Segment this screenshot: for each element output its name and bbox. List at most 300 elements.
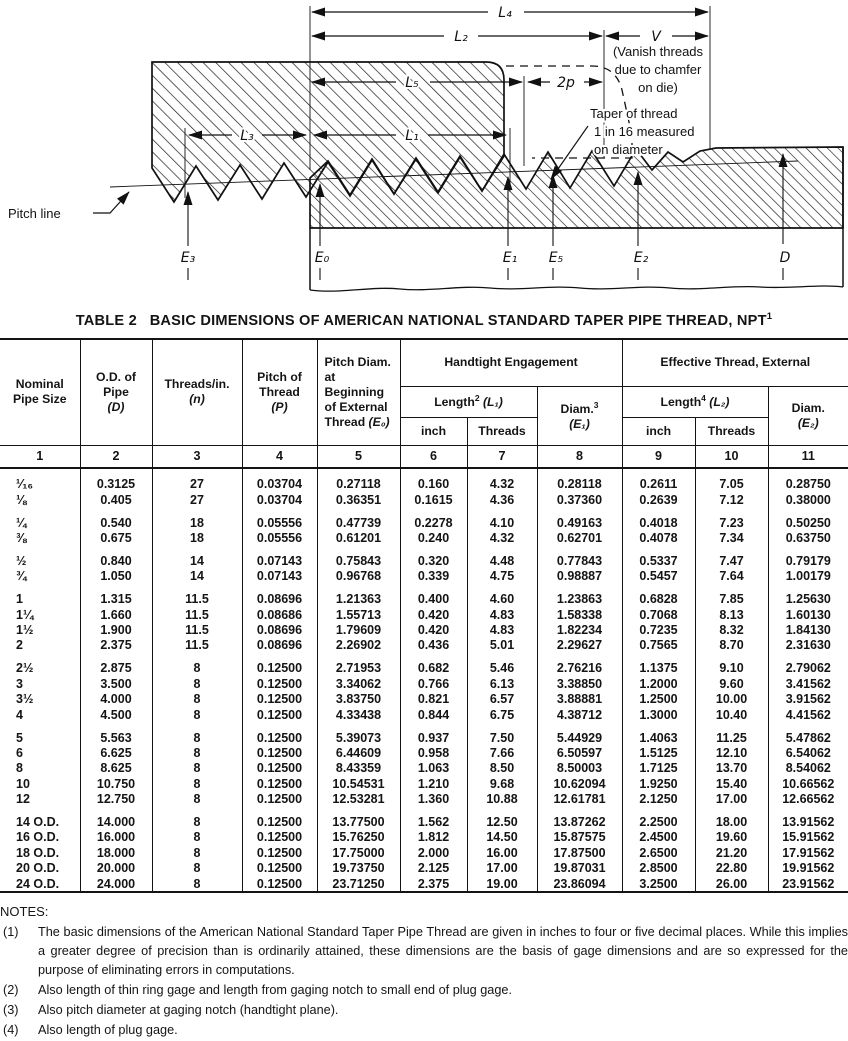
table-cell: 0.05556 xyxy=(242,508,317,531)
table-row xyxy=(0,508,848,531)
table-cell: 0.12500 xyxy=(242,845,317,860)
table-cell: 1¼ xyxy=(16,607,34,622)
table-cell: 0.420 xyxy=(400,623,467,638)
table-cell: 23.71250 xyxy=(317,876,400,892)
table-cell: 4.83 xyxy=(467,623,537,638)
column-number-row xyxy=(0,445,848,468)
table-cell: 11.5 xyxy=(152,623,242,638)
column-number: 10 xyxy=(695,445,768,468)
table-cell: 15.87575 xyxy=(537,830,622,845)
table-cell: 4.75 xyxy=(467,569,537,584)
table-cell: 1.562 xyxy=(400,807,467,830)
table-cell: 11.5 xyxy=(152,584,242,607)
table-cell: 23.91562 xyxy=(768,876,848,892)
plane-label-e5: E₅ xyxy=(548,250,564,266)
table-row xyxy=(0,723,848,746)
table-cell: 0.2639 xyxy=(622,492,695,507)
table-cell: 3.2500 xyxy=(622,876,695,892)
table-cell: 0.400 xyxy=(400,584,467,607)
table-cell: 2.000 xyxy=(400,845,467,860)
table-cell: 2.6500 xyxy=(622,845,695,860)
table-cell: 6.625 xyxy=(80,746,152,761)
table-cell: 0.160 xyxy=(400,468,467,492)
table-cell: 8 xyxy=(152,876,242,892)
table-cell: 2.26902 xyxy=(317,638,400,653)
table-cell: 10.54531 xyxy=(317,776,400,791)
table-cell: ¹⁄₁₆ xyxy=(16,477,34,492)
table-cell: 0.62701 xyxy=(537,531,622,546)
note-item xyxy=(0,1001,848,1020)
table-cell: 7.47 xyxy=(695,546,768,569)
table-cell: 8 xyxy=(152,707,242,722)
table-cell: 1.55713 xyxy=(317,607,400,622)
table-cell: 19.91562 xyxy=(768,861,848,876)
table-title xyxy=(0,311,848,329)
table-cell: 5 xyxy=(16,730,23,745)
thread-diagram xyxy=(0,0,848,302)
note-number: (4) xyxy=(3,1023,19,1038)
table-cell: 8.54062 xyxy=(768,761,848,776)
table-cell: 1.82234 xyxy=(537,623,622,638)
table-body xyxy=(0,468,848,892)
table-cell: 0.12500 xyxy=(242,676,317,691)
table-cell: 0.96768 xyxy=(317,569,400,584)
notes-section xyxy=(0,902,848,1040)
svg-text:on die): on die) xyxy=(638,80,678,95)
table-cell: 10.88 xyxy=(467,792,537,807)
table-cell: 0.2611 xyxy=(622,468,695,492)
table-cell: 6.44609 xyxy=(317,746,400,761)
table-cell: 8.625 xyxy=(80,761,152,776)
table-row xyxy=(0,692,848,707)
table-cell: 18.000 xyxy=(80,845,152,860)
table-cell: 9.60 xyxy=(695,676,768,691)
table-cell: 0.4078 xyxy=(622,531,695,546)
table-cell: 2 xyxy=(16,638,23,653)
table-cell: 4.32 xyxy=(467,468,537,492)
table-cell: 1.2500 xyxy=(622,692,695,707)
table-cell: 0.12500 xyxy=(242,876,317,892)
column-number: 5 xyxy=(317,445,400,468)
table-cell: 2.1250 xyxy=(622,792,695,807)
table-cell: 6.50597 xyxy=(537,746,622,761)
table-cell: 0.05556 xyxy=(242,531,317,546)
table-cell: 14.000 xyxy=(80,807,152,830)
table-cell: 0.958 xyxy=(400,746,467,761)
dim-label-v: V xyxy=(651,29,661,45)
pitch-line-label: Pitch line xyxy=(8,206,61,221)
plane-label-d2: E₂ xyxy=(633,250,649,266)
table-cell: 14 xyxy=(152,546,242,569)
table-cell: 2.125 xyxy=(400,861,467,876)
table-cell: 0.5457 xyxy=(622,569,695,584)
table-cell: 0.38000 xyxy=(768,492,848,507)
header-threads-per-in: Threads/in. (n) xyxy=(152,339,242,446)
table-cell: 0.49163 xyxy=(537,508,622,531)
table-cell: 1.7125 xyxy=(622,761,695,776)
table-row xyxy=(0,861,848,876)
table-cell: 21.20 xyxy=(695,845,768,860)
table-cell: 1.315 xyxy=(80,584,152,607)
svg-text:(Vanish threads: (Vanish threads xyxy=(612,44,704,59)
table-cell: 0.339 xyxy=(400,569,467,584)
table-cell: 17.00 xyxy=(467,861,537,876)
svg-text:1 in 16 measured: 1 in 16 measured xyxy=(594,124,695,139)
table-cell: 2.31630 xyxy=(768,638,848,653)
table-cell: 0.7068 xyxy=(622,607,695,622)
note-text: Also length of thin ring gage and length from gaging notch to small end of plug gage. xyxy=(38,983,512,998)
table-cell: 4.000 xyxy=(80,692,152,707)
table-row xyxy=(0,569,848,584)
table-cell: 20 O.D. xyxy=(16,861,60,876)
column-number: 7 xyxy=(467,445,537,468)
svg-text:due to chamfer: due to chamfer xyxy=(614,62,702,77)
table-cell: 0.6828 xyxy=(622,584,695,607)
header-handtight: Handtight Engagement xyxy=(400,339,622,387)
table-row xyxy=(0,623,848,638)
table-cell: 8 xyxy=(152,746,242,761)
table-cell: 8 xyxy=(152,723,242,746)
table-cell: 0.420 xyxy=(400,607,467,622)
table-row xyxy=(0,776,848,791)
table-cell: 1.58338 xyxy=(537,607,622,622)
table-cell: 12.50 xyxy=(467,807,537,830)
table-cell: 16.00 xyxy=(467,845,537,860)
table-cell: 8 xyxy=(152,845,242,860)
table-cell: 0.61201 xyxy=(317,531,400,546)
table-cell: 0.37360 xyxy=(537,492,622,507)
header-effective: Effective Thread, External xyxy=(622,339,848,387)
table-cell: 2.76216 xyxy=(537,653,622,676)
table-cell: 8 xyxy=(152,692,242,707)
table-cell: 3.34062 xyxy=(317,676,400,691)
table-cell: 4.38712 xyxy=(537,707,622,722)
table-cell: 0.7235 xyxy=(622,623,695,638)
table-cell: 0.12500 xyxy=(242,707,317,722)
header-diam-e1: Diam.$^3$ (E₁) xyxy=(537,386,622,445)
dim-label-l2: L₂ xyxy=(454,29,468,45)
dim-label-l3: L₃ xyxy=(240,128,254,144)
table-cell: 16 O.D. xyxy=(16,830,60,845)
table-cell: 9.68 xyxy=(467,776,537,791)
table-cell: 0.1615 xyxy=(400,492,467,507)
header-nominal-size: Nominal Pipe Size xyxy=(12,377,67,407)
header-threads-1: Threads xyxy=(467,417,537,445)
table-cell: 1.2000 xyxy=(622,676,695,691)
table-cell: 1.9250 xyxy=(622,776,695,791)
table-row xyxy=(0,707,848,722)
table-cell: 18 O.D. xyxy=(16,845,60,860)
table-cell: 5.563 xyxy=(80,723,152,746)
table-cell: 18 xyxy=(152,508,242,531)
dim-label-l1: L₁ xyxy=(405,128,419,144)
table-cell: 15.91562 xyxy=(768,830,848,845)
table-cell: 20.000 xyxy=(80,861,152,876)
note-text: Also length of plug gage. xyxy=(38,1023,178,1038)
table-cell: 0.28750 xyxy=(768,468,848,492)
table-cell: 8 xyxy=(152,830,242,845)
table-cell: 10.00 xyxy=(695,692,768,707)
table-cell: 0.12500 xyxy=(242,692,317,707)
table-cell: 2.375 xyxy=(400,876,467,892)
table-cell: 11.5 xyxy=(152,607,242,622)
table-row xyxy=(0,792,848,807)
table-cell: 7.64 xyxy=(695,569,768,584)
table-cell: 8.13 xyxy=(695,607,768,622)
table-cell: 0.12500 xyxy=(242,653,317,676)
table-cell: ½ xyxy=(16,553,27,568)
table-cell: 3.91562 xyxy=(768,692,848,707)
table-cell: 0.12500 xyxy=(242,807,317,830)
table-cell: 0.937 xyxy=(400,723,467,746)
table-cell: 0.675 xyxy=(80,531,152,546)
table-cell: 4.500 xyxy=(80,707,152,722)
table-cell: 1.60130 xyxy=(768,607,848,622)
table-cell: 7.34 xyxy=(695,531,768,546)
table-cell: 1 xyxy=(16,592,23,607)
table-cell: 4.32 xyxy=(467,531,537,546)
table-cell: 0.5337 xyxy=(622,546,695,569)
header-inch-2: inch xyxy=(622,417,695,445)
svg-text:Taper of thread: Taper of thread xyxy=(590,106,678,121)
table-row xyxy=(0,653,848,676)
table-cell: ¾ xyxy=(16,569,27,584)
table-cell: 3.41562 xyxy=(768,676,848,691)
table-cell: 3.38850 xyxy=(537,676,622,691)
table-cell: 0.08696 xyxy=(242,638,317,653)
table-cell: 15.76250 xyxy=(317,830,400,845)
table-cell: 0.77843 xyxy=(537,546,622,569)
table-cell: 9.10 xyxy=(695,653,768,676)
header-pitch: Pitch of Thread (P) xyxy=(242,339,317,446)
table-cell: 1.4063 xyxy=(622,723,695,746)
table-cell: 2.4500 xyxy=(622,830,695,845)
table-row xyxy=(0,546,848,569)
table-cell: 0.28118 xyxy=(537,468,622,492)
table-cell: 13.91562 xyxy=(768,807,848,830)
table-cell: 27 xyxy=(152,492,242,507)
table-cell: 0.03704 xyxy=(242,468,317,492)
table-cell: 17.75000 xyxy=(317,845,400,860)
table-cell: 1.25630 xyxy=(768,584,848,607)
note-item xyxy=(0,1021,848,1040)
table-cell: 6.13 xyxy=(467,676,537,691)
table-cell: ⅜ xyxy=(16,530,27,545)
table-cell: 1.3000 xyxy=(622,707,695,722)
table-cell: 2½ xyxy=(16,661,34,676)
table-cell: 0.08696 xyxy=(242,584,317,607)
table-row xyxy=(0,607,848,622)
table-cell: 2.71953 xyxy=(317,653,400,676)
table-cell: 10.66562 xyxy=(768,776,848,791)
table-cell: 0.98887 xyxy=(537,569,622,584)
table-cell: 8 xyxy=(152,792,242,807)
table-cell: 1.21363 xyxy=(317,584,400,607)
table-cell: 1.79609 xyxy=(317,623,400,638)
table-cell: 8.43359 xyxy=(317,761,400,776)
table-cell: 2.2500 xyxy=(622,807,695,830)
column-number: 2 xyxy=(80,445,152,468)
table-cell: 4.33438 xyxy=(317,707,400,722)
header-threads-2: Threads xyxy=(695,417,768,445)
table-cell: 0.08686 xyxy=(242,607,317,622)
table-cell: 1.050 xyxy=(80,569,152,584)
table-cell: 13.87262 xyxy=(537,807,622,830)
table-cell: 6.57 xyxy=(467,692,537,707)
header-length-l2: Length$^4$ (L₂) xyxy=(622,386,768,417)
table-cell: 7.50 xyxy=(467,723,537,746)
table-cell: 2.79062 xyxy=(768,653,848,676)
table-row xyxy=(0,676,848,691)
table-row xyxy=(0,531,848,546)
column-number: 11 xyxy=(768,445,848,468)
vanish-threads-note xyxy=(613,44,704,95)
table-cell: 8 xyxy=(152,676,242,691)
table-cell: 5.39073 xyxy=(317,723,400,746)
table-cell: 4.83 xyxy=(467,607,537,622)
table-cell: 1.1375 xyxy=(622,653,695,676)
table-cell: 5.47862 xyxy=(768,723,848,746)
table-cell: 0.12500 xyxy=(242,861,317,876)
table-cell: 7.12 xyxy=(695,492,768,507)
table-cell: 1.900 xyxy=(80,623,152,638)
table-cell: 12.750 xyxy=(80,792,152,807)
table-title-prefix: TABLE 2 xyxy=(75,312,137,329)
table-cell: 16.000 xyxy=(80,830,152,845)
table-cell: 0.07143 xyxy=(242,569,317,584)
table-cell: 0.03704 xyxy=(242,492,317,507)
table-cell: 2.375 xyxy=(80,638,152,653)
header-inch-1: inch xyxy=(400,417,467,445)
table-cell: 0.766 xyxy=(400,676,467,691)
note-number: (1) xyxy=(3,924,19,939)
table-cell: 26.00 xyxy=(695,876,768,892)
table-cell: 1.210 xyxy=(400,776,467,791)
table-cell: 11.25 xyxy=(695,723,768,746)
table-cell: 0.12500 xyxy=(242,830,317,845)
table-cell: 0.36351 xyxy=(317,492,400,507)
table-cell: 0.405 xyxy=(80,492,152,507)
dim-label-2p: 2p xyxy=(557,75,575,91)
table-cell: 3.83750 xyxy=(317,692,400,707)
header-pitch-diam: Pitch Diam. at Beginning of External Thread (E₀) xyxy=(317,339,400,446)
table-cell: 0.12500 xyxy=(242,746,317,761)
table-cell: 0.436 xyxy=(400,638,467,653)
table-cell: 0.844 xyxy=(400,707,467,722)
table-cell: 12 xyxy=(16,792,30,807)
table-cell: 13.77500 xyxy=(317,807,400,830)
table-cell: 12.61781 xyxy=(537,792,622,807)
plane-label-e1: E₁ xyxy=(502,250,518,266)
notes-list xyxy=(0,923,848,1040)
table-cell: 8 xyxy=(16,761,23,776)
plane-label-e3: E₃ xyxy=(180,250,196,266)
table-cell: 2.29627 xyxy=(537,638,622,653)
table-cell: 13.70 xyxy=(695,761,768,776)
centreline-dashes xyxy=(188,268,783,280)
table-row xyxy=(0,807,848,830)
table-title-footnote-ref: 1 xyxy=(766,311,773,322)
table-cell: 8.50 xyxy=(467,761,537,776)
table-cell: ⅛ xyxy=(16,492,27,507)
table-cell: 1.812 xyxy=(400,830,467,845)
table-cell: 8 xyxy=(152,807,242,830)
table-cell: 4 xyxy=(16,707,23,722)
column-number: 6 xyxy=(400,445,467,468)
table-cell: 8 xyxy=(152,761,242,776)
table-cell: 0.50250 xyxy=(768,508,848,531)
table-cell: 0.240 xyxy=(400,531,467,546)
table-cell: 0.320 xyxy=(400,546,467,569)
table-cell: 0.682 xyxy=(400,653,467,676)
table-cell: 0.63750 xyxy=(768,531,848,546)
table-cell: 19.87031 xyxy=(537,861,622,876)
table-cell: 18.00 xyxy=(695,807,768,830)
table-cell: 7.05 xyxy=(695,468,768,492)
header-od: O.D. of Pipe (D) xyxy=(80,339,152,446)
table-row xyxy=(0,845,848,860)
table-cell: 1.84130 xyxy=(768,623,848,638)
table-cell: 0.840 xyxy=(80,546,152,569)
table-cell: 0.07143 xyxy=(242,546,317,569)
table-cell: 4.36 xyxy=(467,492,537,507)
plane-label-e0: E₀ xyxy=(314,250,330,266)
table-cell: 0.540 xyxy=(80,508,152,531)
table-cell: 1.360 xyxy=(400,792,467,807)
table-cell: 0.08696 xyxy=(242,623,317,638)
table-cell: 4.10 xyxy=(467,508,537,531)
table-row xyxy=(0,746,848,761)
plane-label-d: D xyxy=(779,250,791,266)
table-cell: 14.50 xyxy=(467,830,537,845)
table-cell: 8 xyxy=(152,653,242,676)
table-cell: 10 xyxy=(16,776,30,791)
table-cell: 1½ xyxy=(16,623,34,638)
table-cell: 22.80 xyxy=(695,861,768,876)
note-number: (2) xyxy=(3,983,19,998)
table-cell: 8 xyxy=(152,776,242,791)
table-cell: 17.87500 xyxy=(537,845,622,860)
table-cell: 2.875 xyxy=(80,653,152,676)
column-number: 3 xyxy=(152,445,242,468)
note-number: (3) xyxy=(3,1003,19,1018)
column-number: 8 xyxy=(537,445,622,468)
table-cell: 24.000 xyxy=(80,876,152,892)
table-cell: 12.66562 xyxy=(768,792,848,807)
table-row xyxy=(0,830,848,845)
thread-diagram-svg xyxy=(0,0,848,302)
table-row xyxy=(0,492,848,507)
table-cell: 1.660 xyxy=(80,607,152,622)
table-cell: 0.3125 xyxy=(80,468,152,492)
table-cell: 4.41562 xyxy=(768,707,848,722)
table-cell: 8.50003 xyxy=(537,761,622,776)
table-cell: 7.85 xyxy=(695,584,768,607)
table-cell: 8.32 xyxy=(695,623,768,638)
table-cell: 7.66 xyxy=(467,746,537,761)
table-row xyxy=(0,876,848,892)
table-cell: 0.12500 xyxy=(242,792,317,807)
note-item xyxy=(0,981,848,1000)
table-cell: 8.70 xyxy=(695,638,768,653)
table-title-main: BASIC DIMENSIONS OF AMERICAN NATIONAL STANDARD TAPER PIPE THREAD, NPT xyxy=(149,312,767,329)
dim-label-l5: L₅ xyxy=(405,75,419,91)
table-cell: 19.73750 xyxy=(317,861,400,876)
table-row xyxy=(0,584,848,607)
table-cell: 0.4018 xyxy=(622,508,695,531)
table-cell: 10.750 xyxy=(80,776,152,791)
table-cell: 5.01 xyxy=(467,638,537,653)
